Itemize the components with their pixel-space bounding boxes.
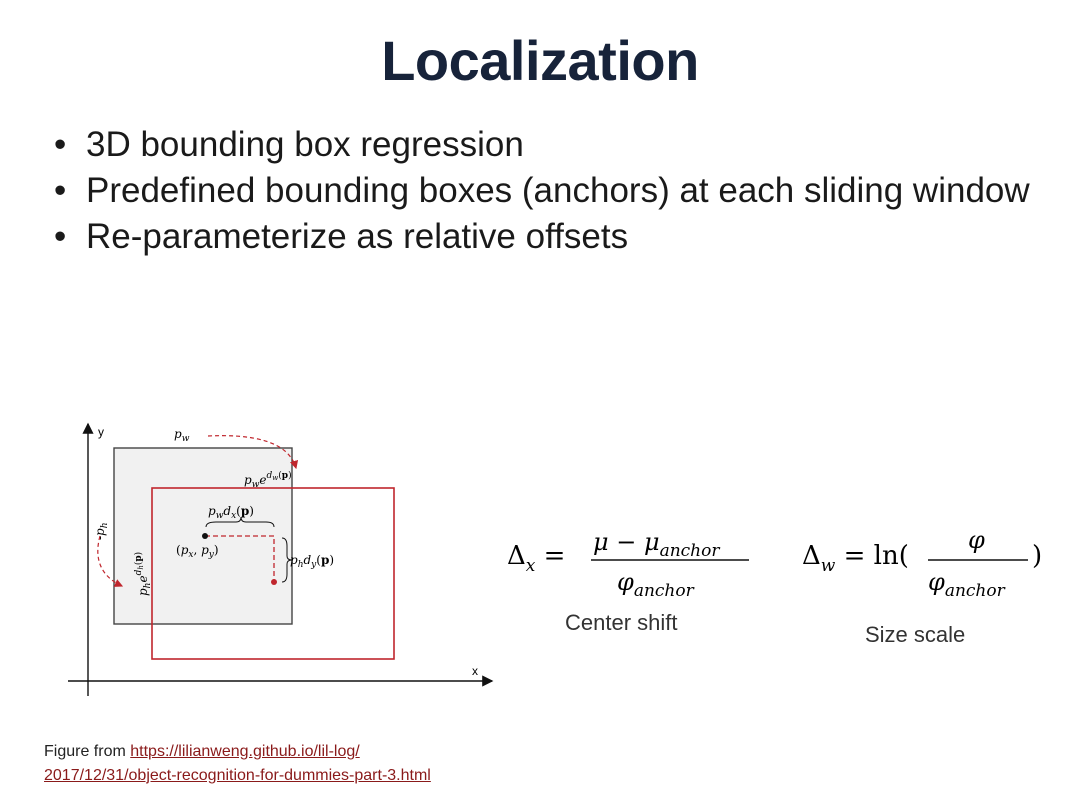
figure-credit <box>44 740 431 788</box>
bbox-diagram <box>60 410 500 700</box>
pw-label: $p_w$ <box>174 427 190 444</box>
svg-text:Δx =: $\Delta_x$ = <box>507 541 566 576</box>
bullet-text: Predefined bounding boxes (anchors) at each sliding window <box>86 171 1030 210</box>
svg-text:): ) <box>1032 541 1043 571</box>
ph-label: $-p_h$ <box>93 522 110 540</box>
ph-dy-label: $p_hd_y(p)$ <box>290 553 335 570</box>
anchor-center-point <box>202 533 208 539</box>
x-axis-label: x <box>472 664 478 678</box>
bullet-dot: • <box>54 217 67 256</box>
bullet-text: Re-parameterize as relative offsets <box>86 217 629 256</box>
bullet-item <box>54 214 1034 260</box>
slide-title: Localization <box>381 29 699 92</box>
bullet-text: 3D bounding box regression <box>86 125 524 164</box>
bullet-list <box>54 122 1034 260</box>
bullet-dot: • <box>54 171 67 210</box>
pw-dx-label: $p_wd_x(p)$ <box>208 504 254 521</box>
y-axis-label: y <box>98 425 104 439</box>
bullet-item <box>54 122 1034 168</box>
size-scale-caption: Size scale <box>865 622 966 647</box>
size-scale-equation <box>800 520 1050 600</box>
svg-text:Δw = ln(: $\Delta_w = \ln$( <box>802 541 909 576</box>
bullet-item <box>54 168 1034 214</box>
center-shift-equation <box>505 520 755 600</box>
svg-text:μ − μanchor: $\mu - \mu_{anchor}$ <box>593 528 720 561</box>
credit-link-line2[interactable]: 2017/12/31/object-recognition-for-dummies-part-3.html <box>44 767 431 784</box>
svg-text:φanchor: $\varphi_{anchor}$ <box>928 568 1005 600</box>
center-shift-caption: Center shift <box>565 610 678 635</box>
svg-text:φ: φ <box>968 526 985 554</box>
px-py-label: ($p_x$, $p_y$) <box>176 543 219 560</box>
pw-exp-dw-label: $p_we^dw(p)$ <box>244 471 292 490</box>
credit-prefix: Figure from <box>44 743 131 760</box>
predicted-center-point <box>271 579 277 585</box>
credit-link-line1[interactable]: https://lilianweng.github.io/lil-log/ <box>130 743 360 760</box>
bullet-dot: • <box>54 125 67 164</box>
ph-exp-dh-label: $p_he^dh(p)$ <box>134 551 153 596</box>
svg-text:φanchor: $\varphi_{anchor}$ <box>617 568 694 600</box>
